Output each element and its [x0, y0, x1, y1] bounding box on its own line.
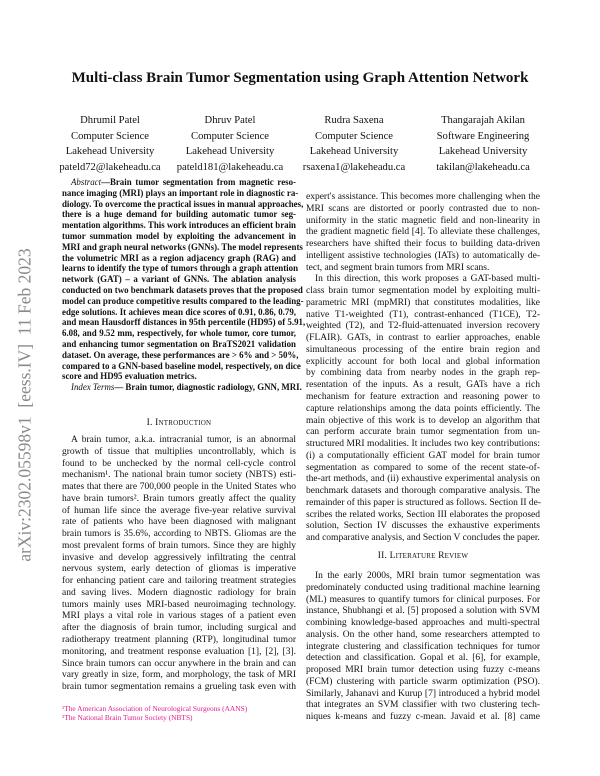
abstract-line: and enhancing tumor segmentation on BraTS2021 validation: [62, 338, 296, 349]
literature-review-body: [306, 571, 540, 724]
author-name: Thangarajah Akilan: [441, 115, 525, 126]
body-text-line: mechanism¹. The national brain tumor society (NBTS) esti-: [62, 470, 296, 481]
author-university: Lakehead University: [438, 146, 528, 157]
abstract-line: nance imaging (MRI) plays an important role in diagnostic ra-: [62, 187, 299, 198]
author-block: [408, 113, 558, 175]
body-text-line: for enhancing patient care and tailoring treatment strategies: [62, 576, 296, 587]
body-text-line: resentation of the inputs. As a result, GATs have a rich: [306, 380, 540, 391]
body-text-line: explicitly account for both local and global information: [306, 356, 540, 367]
body-text-line: radiotherapy treatment planning (RTP), longitudinal tumor: [62, 635, 296, 646]
body-text-line: uniformity in the static magnetic field and non-linearity in: [306, 215, 540, 226]
body-text-line: benchmark datasets and thorough comparative analysis. The: [306, 486, 540, 497]
abstract-label: Abstract: [71, 177, 102, 187]
abstract-line: there is a huge demand for building automatic tumor seg-: [62, 209, 296, 220]
body-text-line: In the early 2000s, MRI brain tumor segmentation was: [315, 571, 540, 581]
body-text-line: niques k-means and fuzzy c-mean. Javaid et al. [8] came: [306, 712, 540, 723]
abstract-line: diology. To overcome the practical issues in manual approaches,: [62, 198, 304, 209]
abstract-line: network (GAT) – a variant of GNNs. The ablation analysis: [62, 274, 296, 285]
body-text-line: of human life since the average five-year relative survival: [62, 505, 296, 516]
author-email[interactable]: rsaxena1@lakeheadu.ca: [302, 161, 406, 173]
body-text-line: brain tumors is 35.6%, according to NBTS. Gliomas are the: [62, 529, 296, 540]
introduction-body-continued: [306, 192, 540, 545]
body-text-line: vary greatly in size, form, and morphology, the task of MRI: [62, 670, 296, 681]
author-name: Dhrumil Patel: [80, 115, 140, 126]
author-department: Computer Science: [71, 130, 149, 142]
body-text-line: integrate clustering and classification techniques for tumor: [306, 641, 540, 652]
body-text-line: (FLAIR). GATs, in contrast to earlier approaches, enable: [306, 333, 540, 344]
body-text-line: and saving lives. Modern diagnostic radiology for brain: [62, 587, 296, 598]
author-university: Lakehead University: [309, 146, 399, 157]
body-text-line: weighted (T2), and T2-fluid-attenuated inversion recovery: [306, 321, 540, 332]
body-text-line: (FCM) clustering with particle swarm optimization (PSO).: [306, 676, 540, 687]
author-department: Computer Science: [191, 130, 269, 142]
author-name: Rudra Saxena: [324, 115, 384, 126]
body-text-line: (ML) measures to quantify tumors for clinical purposes. For: [306, 594, 540, 605]
footnote-2[interactable]: ²The National Brain Tumor Society (NBTS): [62, 713, 193, 722]
body-text-line: segmentation as compared to some of the recent state-of-: [306, 462, 540, 473]
body-text-line: researchers have shifted their focus to building data-driven: [306, 239, 540, 250]
body-text-line: brain tumor segmentation remains a grueling task even with: [62, 682, 296, 693]
body-text-line: solution, Section IV discusses the exhaustive experiments: [306, 521, 540, 532]
body-text-line: the-art methods, and (ii) exhaustive experimental analysis on: [306, 474, 540, 485]
body-text-line: A brain tumor, a.k.a. intracranial tumor, is an abnormal: [71, 435, 296, 445]
body-text-line: expert's assistance. This becomes more challenging when the: [306, 192, 540, 202]
body-text-line: In this direction, this work proposes a GAT-based multi-: [315, 274, 540, 285]
body-text-line: tect, and segment brain tumors from MRI scans.: [306, 262, 490, 273]
body-text-line: that integrates an SVM classifier with two clustering tech-: [306, 700, 540, 711]
body-text-line: mates that there are 700,000 people in the United States who: [62, 482, 296, 493]
body-text-line: can perform accurate brain tumor segmentation from un-: [306, 427, 540, 438]
body-text-line: intelligent assistive technologies (IATs) to automatically de-: [306, 250, 540, 261]
body-text-line: simultaneous processing of the entire brain region and: [306, 344, 540, 355]
body-text-line: nervous system, early detection of gliomas is imperative: [62, 564, 296, 575]
body-text-line: growth of tissue that multiplies uncontrollably, which is: [62, 446, 296, 457]
body-text-line: after the diagnosis of brain tumor, including surgical and: [62, 623, 296, 634]
body-text-line: mechanism for feature extraction and reasoning power to: [306, 392, 540, 403]
body-text-line: monitoring, and treatment response evaluation [1], [2], [3].: [62, 646, 296, 657]
abstract-text: —Brain tumor segmentation from magnetic reso-: [101, 177, 296, 187]
index-terms-label: Index Terms: [71, 382, 115, 393]
body-text-line: and comparative analysis, and Section V concludes the paper.: [306, 533, 540, 544]
body-text-line: proposed MRI brain tumor detection using fuzzy c-means: [306, 665, 540, 676]
abstract-line: and mean Hausdorff distances in 95th percentile (HD95) of 5.91,: [62, 317, 306, 328]
footnote-1[interactable]: ¹The American Association of Neurological Surgeons (AANS): [62, 704, 248, 713]
body-text-line: MRI scans are distorted or poorly contrasted due to non-: [306, 203, 540, 214]
abstract-line: [62, 177, 296, 188]
body-text-line: parametric MRI (mpMRI) that constitutes modalities, like: [306, 297, 540, 308]
body-text-line: rate of patients who have been diagnosed with malignant: [62, 517, 296, 528]
section-heading-literature-review: II. Literature Review: [377, 551, 469, 561]
body-text-line: invasive and develop aggressively infiltrating the central: [62, 552, 296, 563]
body-text-line: Since brain tumors can occur anywhere in the brain and can: [62, 658, 296, 669]
author-name: Dhruv Patel: [204, 115, 256, 126]
abstract-line: score and HD95 evaluation metrics.: [62, 371, 197, 382]
abstract-line: compared to a GNN-based baseline model, respectively, on dice: [62, 360, 301, 371]
body-text-line: combining knowledge-based approaches and multi-spectral: [306, 618, 540, 629]
abstract-line: MRI and graph neural networks (GNNs). The model represents: [62, 241, 303, 252]
paper-title: Multi-class Brain Tumor Segmentation using Graph Attention Network: [71, 70, 529, 86]
section-heading-introduction: I. Introduction: [146, 418, 212, 428]
introduction-body: [62, 435, 296, 694]
abstract-line: model can produce competitive results compared to the leading-: [62, 295, 304, 306]
body-text-line: native T1-weighted (T1), contrast-enhanced (T1CE), T2-: [306, 309, 540, 320]
abstract-line: edge solutions. It achieves mean dice scores of 0.91, 0.86, 0.79,: [62, 306, 296, 317]
body-text-line: capture relationships among the data points efficiently. The: [306, 403, 540, 414]
body-text-line: instance, Shubhangi et al. [5] proposed a solution with SVM: [306, 606, 540, 617]
body-text-line: found to be unchecked by the normal cell-cycle control: [62, 458, 296, 469]
body-text-line: the gradient magnetic field [4]. To alleviate these challenges,: [306, 227, 540, 238]
author-email[interactable]: pateld72@lakeheadu.ca: [59, 161, 161, 173]
index-terms-text: — Brain tumor, diagnostic radiology, GNN, MRI.: [114, 382, 302, 393]
body-text-line: main objective of this work is to develop an algorithm that: [306, 415, 540, 426]
abstract-line: mentation algorithms. This work introduces an efficient brain: [62, 220, 296, 231]
abstract-line: dataset. On average, these performances are > 6% and > 50%,: [62, 349, 299, 360]
body-text-line: predominately conducted using traditional machine learning: [306, 582, 540, 593]
abstract-line: 6.08, and 9.52 mm, respectively, for whole tumor, core tumor,: [62, 328, 296, 339]
body-text-line: structured MRI modalities. It includes two key contributions:: [306, 439, 540, 450]
author-department: Software Engineering: [436, 130, 530, 142]
arxiv-identifier-stamp: arXiv:2302.05598v1 [eess.IV] 11 Feb 2023: [14, 248, 35, 562]
author-email[interactable]: pateld181@lakeheadu.ca: [176, 161, 284, 173]
body-text-line: scribes the related works, Section III elaborates the proposed: [306, 509, 540, 520]
author-university: Lakehead University: [65, 146, 155, 157]
abstract-line: conducted on two benchmark datasets proves that the proposed: [62, 284, 303, 295]
body-text-line: tumors mainly uses MRI-based neuroimaging technology.: [62, 599, 296, 610]
abstract-line: the volumetric MRI as a region adjacency graph (RAG) and: [62, 252, 296, 263]
body-text-line: MRI plays a vital role in various stages of a patient even: [62, 611, 296, 622]
body-text-line: Similarly, Jahanavi and Kurup [7] introduced a hybrid model: [306, 688, 540, 699]
body-text-line: analysis. On the other hand, some researchers attempted to: [306, 629, 540, 640]
author-email[interactable]: takilan@lakeheadu.ca: [436, 161, 530, 173]
author-university: Lakehead University: [185, 146, 275, 157]
abstract-line: tumor summation model by exploiting the advancement in: [62, 230, 296, 241]
author-block: [279, 113, 429, 175]
author-department: Computer Science: [315, 130, 393, 142]
abstract-line: learns to identify the type of tumors through a graph attention: [62, 263, 299, 274]
body-text-line: (i) a computationally efficient GAT model for brain tumor: [306, 450, 540, 461]
body-text-line: most prevalent forms of brain tumors. Since they are highly: [62, 540, 296, 551]
body-text-line: by combining data from nearby nodes in the graph rep-: [306, 368, 540, 379]
body-text-line: class brain tumor segmentation model by exploiting multi-: [306, 286, 540, 297]
abstract: [62, 177, 306, 393]
body-text-line: remainder of this paper is structured as follows. Section II de-: [306, 497, 542, 508]
index-terms: [62, 382, 302, 393]
body-text-line: have brain tumors². Brain tumors greatly affect the quality: [62, 493, 296, 504]
body-text-line: detection and classification. Gopal et al. [6], for example,: [306, 653, 540, 664]
